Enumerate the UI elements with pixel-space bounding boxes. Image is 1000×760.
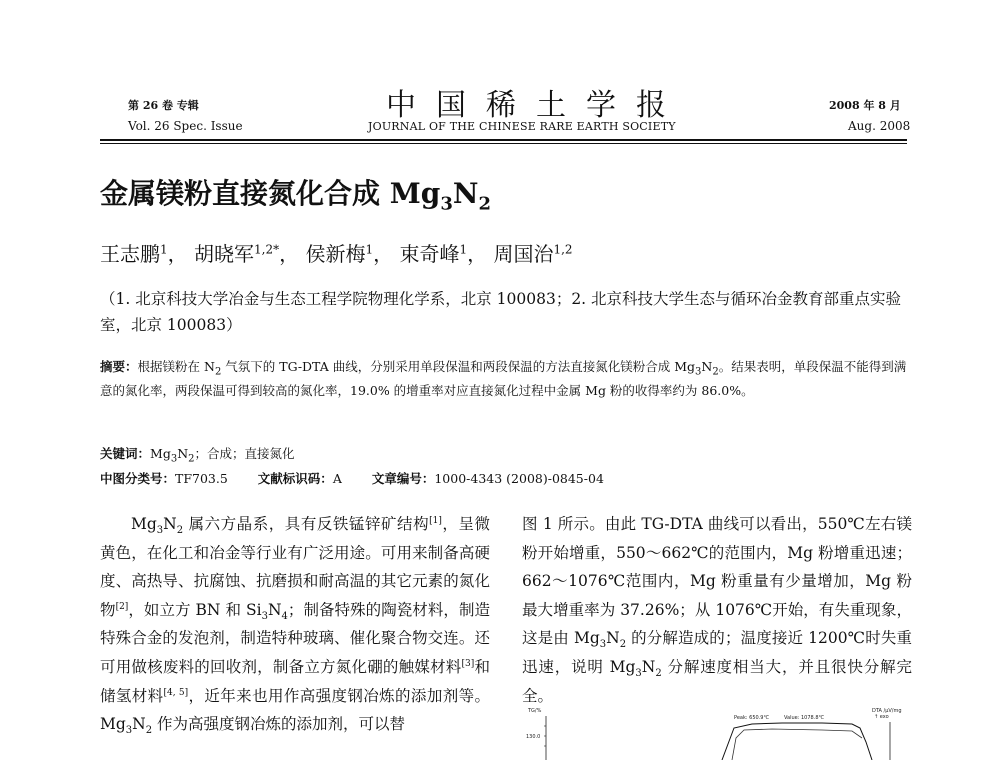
author-name: 胡晓军 xyxy=(194,242,254,266)
author-affiliation: 1 xyxy=(459,242,468,257)
doc-value: A xyxy=(332,471,342,486)
body-column-right xyxy=(522,510,912,710)
class-value: TF703.5 xyxy=(175,471,228,486)
citation[interactable]: [4, 5] xyxy=(163,687,189,698)
header-rule-top xyxy=(100,139,907,141)
date-cn: 2008 年 8 月 xyxy=(829,99,901,112)
date-en: Aug. 2008 xyxy=(848,119,911,133)
body-column-left xyxy=(100,510,490,739)
keywords: 关键词：$Mg_3N_2$；合成；直接氮化 xyxy=(100,446,295,465)
figure-peak-label: Peak: 650.9℃ xyxy=(734,715,770,721)
keywords-label: 关键词： xyxy=(100,446,151,461)
journal-title-en: JOURNAL OF THE CHINESE RARE EARTH SOCIETY xyxy=(368,120,676,133)
figure-y-label: TG/% xyxy=(528,708,542,714)
author-list: 王志鹏$^1$， 胡晓军$^{1,2*}$， 侯新梅$^1$， 束奇峰$^1$， 周国治$^{1,2}$ xyxy=(100,242,573,266)
article-title: 金属镁粉直接氮化合成 $Mg_3N_2$ xyxy=(100,177,491,215)
volume-cn: 第 26 卷 专辑 xyxy=(128,99,199,112)
journal-title-cn: 中国稀土学报 xyxy=(386,88,686,123)
article-no-value: 1000-4343 (2008)-0845-04 xyxy=(434,471,604,486)
author-affiliation: 1 xyxy=(365,242,374,257)
author-affiliation: 1 xyxy=(160,242,168,257)
abstract-label: 摘要： xyxy=(100,359,138,374)
body-paragraph: 图 1 所示。由此 TG-DTA 曲线可以看出，550℃左右镁粉开始增重，550～662℃的范围内，Mg 粉增重迅速；662～1076℃范围内，Mg 粉重量有少量增加，Mg 粉最大增重率为 37.26%；从 1076℃开始，有失重现象，这是由 $Mg_3N_2$ 的分解造成的；温度接近 1200℃时失重迅速，说明 $Mg_3N_2$ 分解速度相当大，并且很快分解完全。 xyxy=(522,515,912,705)
figure-dta-exo: ↑ exo xyxy=(874,714,889,720)
class-label: 中图分类号： xyxy=(100,471,176,486)
article-no-label: 文章编号： xyxy=(371,471,435,486)
figure-tg-dta xyxy=(522,704,912,760)
figure-svg xyxy=(522,704,912,760)
citation[interactable]: [2] xyxy=(115,601,129,612)
figure-value-label: Value: 1078.8℃ xyxy=(784,715,825,721)
figure-dta-curve xyxy=(732,729,862,760)
citation[interactable]: [1] xyxy=(429,515,442,526)
volume-en: Vol. 26 Spec. Issue xyxy=(128,119,243,133)
figure-y-tick: 130.0 xyxy=(526,734,541,740)
abstract: 摘要：根据镁粉在 $N_2$ 气氛下的 TG-DTA 曲线，分别采用单段保温和两段保温的方法直接氮化镁粉合成 $Mg_3N_2$。结果表明，单段保温不能得到满意的氮化率，两段保温可得到较高的氮化率，19.0% 的增重率对应直接氮化过程中金属 Mg 粉的收得率约为 86.0%。 xyxy=(100,359,907,398)
figure-tg-curve xyxy=(722,723,872,760)
body-paragraph: $Mg_3N_2$ 属六方晶系，具有反铁锰锌矿结构[1]，呈微黄色，在化工和冶金等行业有广泛用途。可用来制备高硬度、高热导、抗腐蚀、抗磨损和耐高温的其它元素的氮化物[2]，如立方 BN 和 $Si_3N_4$；制备特殊的陶瓷材料，制造特殊合金的发泡剂，制造特种玻璃、催化聚合物交连。还可用做核废料的回收剂，制备立方氮化硼的触媒材料[3]和储氢材料[4, 5]，近年来也用作高强度钢冶炼的添加剂等。$Mg_3N_2$ 作为高强度钢冶炼的添加剂，可以替 xyxy=(100,515,490,737)
author-name: 王志鹏 xyxy=(100,242,160,266)
affiliation: （1. 北京科技大学冶金与生态工程学院物理化学系，北京 100083；2. 北京科技大学生态与循环冶金教育部重点实验室，北京 100083） xyxy=(100,290,902,334)
author-affiliation: 1,2 xyxy=(553,242,573,257)
author-name: 侯新梅 xyxy=(305,242,366,266)
author-affiliation: 1,2* xyxy=(254,242,280,257)
citation[interactable]: [3] xyxy=(461,658,475,669)
author-name: 束奇峰 xyxy=(399,242,460,266)
author-name: 周国治 xyxy=(493,242,554,266)
classification-line xyxy=(100,469,604,487)
figure-dta-label: DTA /μV/mg xyxy=(872,708,902,714)
header-rule-bottom xyxy=(100,143,907,144)
doc-label: 文献标识码： xyxy=(257,471,333,486)
